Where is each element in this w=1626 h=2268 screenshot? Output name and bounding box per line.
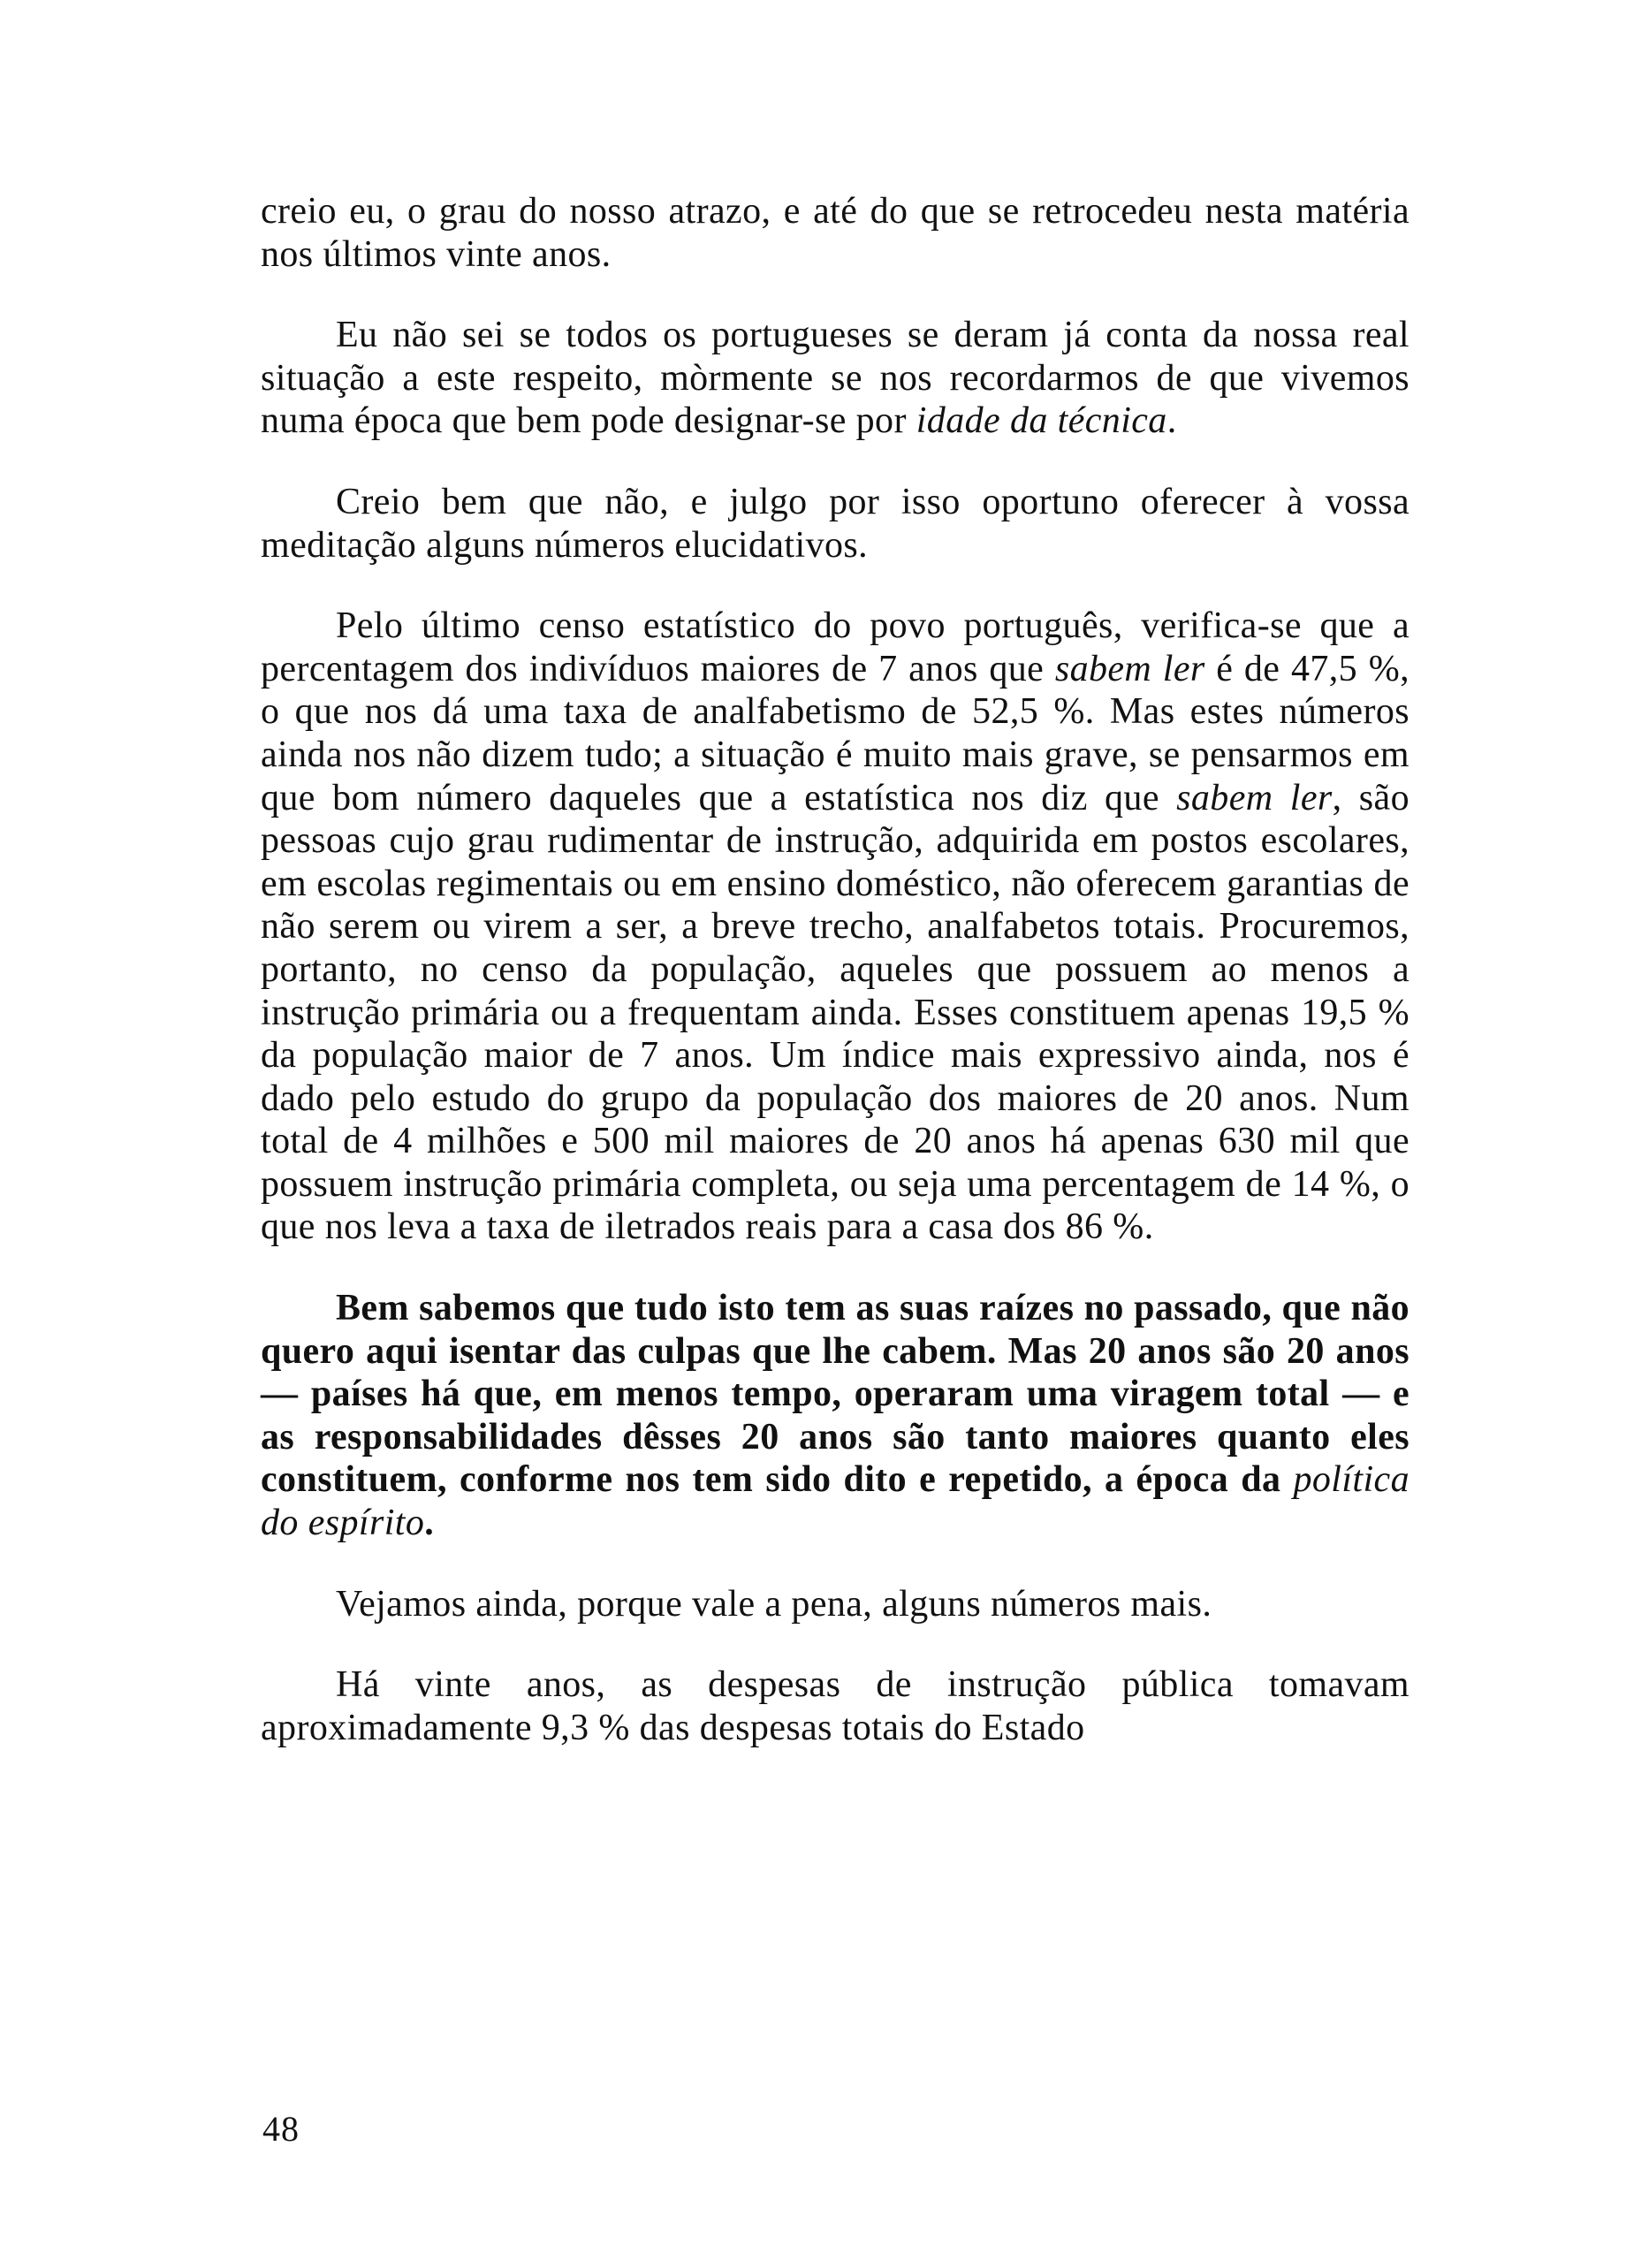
body-text <box>261 190 1409 1749</box>
paragraph-4-text: Pelo último censo estatístico do povo português, verifica-se que a percentagem dos indivíduos maiores de 7 anos que <box>261 605 1409 689</box>
paragraph-1-text: creio eu, o grau do nosso atrazo, e até do que se retrocedeu nesta matéria nos últimos vinte anos. <box>261 191 1409 275</box>
paragraph-1 <box>261 190 1409 276</box>
paragraph-2 <box>261 314 1409 443</box>
paragraph-5-text: Bem sabemos que tudo isto tem as suas raízes no passado, que não quero aqui isentar das culpas que lhe cabem. Mas 20 anos são 20 anos — países há que, em menos tempo, operaram uma viragem total — e as responsabilidades dêsses 20 anos são tanto maiores quanto eles constituem, conforme nos tem sido dito e repetido, a época da <box>261 1288 1409 1501</box>
paragraph-5-italic: política do espírito <box>261 1459 1409 1544</box>
paragraph-5 <box>261 1287 1409 1545</box>
paragraph-3 <box>261 481 1409 567</box>
page-number: 48 <box>262 2109 300 2149</box>
paragraph-4-italic: sabem ler <box>1054 648 1205 689</box>
paragraph-5-tail: . <box>424 1503 435 1544</box>
paragraph-3-text: Creio bem que não, e julgo por isso oportuno oferecer à vossa meditação alguns números elucidativos. <box>261 481 1409 566</box>
paragraph-2-tail: . <box>1166 400 1177 442</box>
paragraph-7 <box>261 1663 1409 1749</box>
paragraph-4-mid: é de 47,5 %, o que nos dá uma taxa de analfabetismo de 52,5 %. Mas estes números ainda nos não dizem tudo; a situação é muito mais grave, se pensarmos em que bom número daqueles que a estatística nos diz que <box>261 648 1409 818</box>
paragraph-4-italic-2: sabem ler <box>1176 777 1333 818</box>
paragraph-6 <box>261 1583 1409 1626</box>
paragraph-4-tail: , são pessoas cujo grau rudimentar de instrução, adquirida em postos escolares, em escolas regimentais ou em ensino doméstico, não oferecem garantias de não serem ou virem a ser, a breve trecho, analfabetos totais. Procuremos, portanto, no censo da população, aqueles que possuem ao menos a instrução primária ou a frequentam ainda. Esses constituem apenas 19,5 % da população maior de 7 anos. Um índice mais expressivo ainda, nos é dado pelo estudo do grupo da população dos maiores de 20 anos. Num total de 4 milhões e 500 mil maiores de 20 anos há apenas 630 mil que possuem instrução primária completa, ou seja uma percentagem de 14 %, o que nos leva a taxa de iletrados reais para a casa dos 86 %. <box>261 777 1409 1248</box>
paragraph-6-text: Vejamos ainda, porque vale a pena, alguns números mais. <box>336 1583 1212 1625</box>
paragraph-2-text: Eu não sei se todos os portugueses se deram já conta da nossa real situação a este respeito, mòrmente se nos recordarmos de que vivemos numa época que bem pode designar-se por <box>261 315 1409 442</box>
paragraph-4 <box>261 605 1409 1249</box>
paragraph-2-italic: idade da técnica <box>916 400 1167 442</box>
paragraph-7-text: Há vinte anos, as despesas de instrução pública tomavam aproximadamente 9,3 % das despesas totais do Estado <box>261 1664 1409 1748</box>
